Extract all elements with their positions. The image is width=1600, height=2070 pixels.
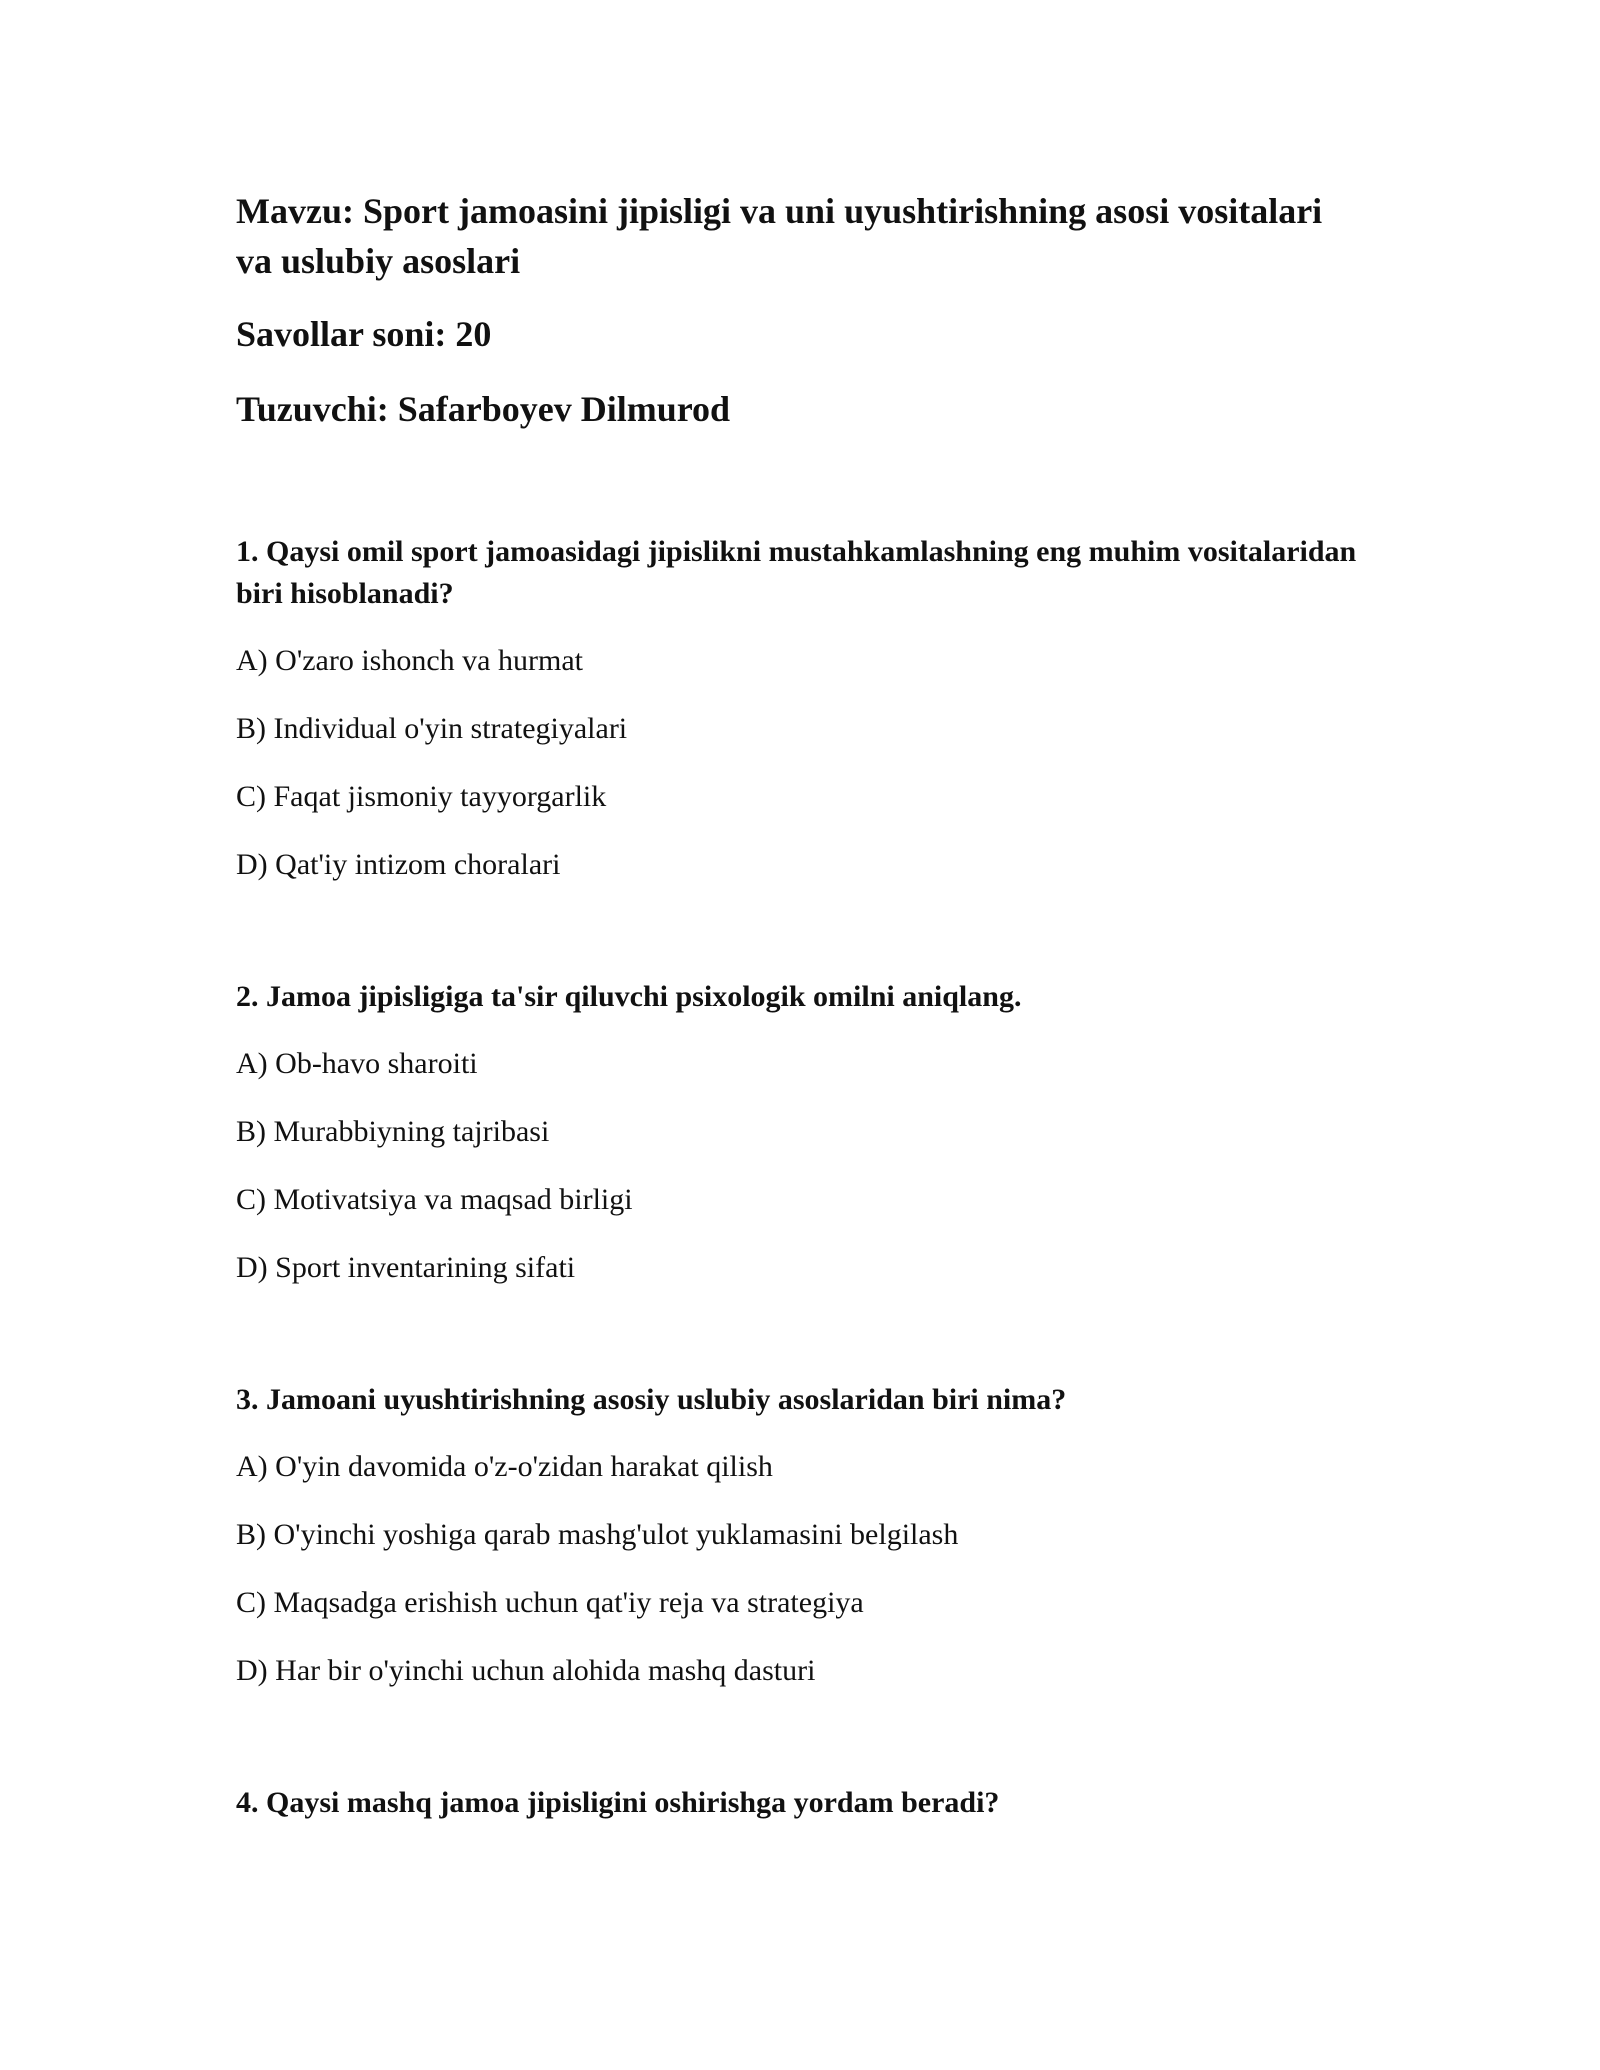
answer-options bbox=[236, 640, 1386, 886]
answer-option-a: A) O'yin davomida o'z-o'zidan harakat qilish bbox=[236, 1450, 773, 1483]
answer-option-a: A) Ob-havo sharoiti bbox=[236, 1047, 478, 1080]
answer-option-c: C) Motivatsiya va maqsad birligi bbox=[236, 1183, 633, 1216]
question-text: 3. Jamoani uyushtirishning asosiy uslubiy asoslaridan biri nima? bbox=[236, 1383, 1067, 1416]
answer-option-b: B) Individual o'yin strategiyalari bbox=[236, 712, 628, 745]
question-text: 2. Jamoa jipisligiga ta'sir qiluvchi psixologik omilni aniqlang. bbox=[236, 980, 1022, 1013]
answer-options bbox=[236, 1446, 1386, 1692]
question-1 bbox=[236, 531, 1386, 886]
answer-option-d: D) Sport inventarining sifati bbox=[236, 1251, 576, 1284]
question-count: Savollar soni: 20 bbox=[236, 314, 492, 354]
answer-option-d: D) Har bir o'yinchi uchun alohida mashq dasturi bbox=[236, 1654, 816, 1687]
question-3 bbox=[236, 1379, 1386, 1692]
answer-option-b: B) Murabbiyning tajribasi bbox=[236, 1115, 550, 1148]
answer-option-a: A) O'zaro ishonch va hurmat bbox=[236, 644, 583, 677]
question-4 bbox=[236, 1782, 1386, 1824]
author-line: Tuzuvchi: Safarboyev Dilmurod bbox=[236, 389, 731, 429]
answer-option-c: C) Faqat jismoniy tayyorgarlik bbox=[236, 780, 607, 813]
question-text: 4. Qaysi mashq jamoa jipisligini oshirishga yordam beradi? bbox=[236, 1786, 1000, 1819]
answer-options bbox=[236, 1043, 1386, 1289]
question-2 bbox=[236, 976, 1386, 1289]
document-topic: Mavzu: Sport jamoasini jipisligi va uni uyushtirishning asosi vositalari va uslubiy asoslari bbox=[236, 191, 1323, 281]
answer-option-d: D) Qat'iy intizom choralari bbox=[236, 848, 561, 881]
answer-option-c: C) Maqsadga erishish uchun qat'iy reja va strategiya bbox=[236, 1586, 864, 1619]
question-text: 1. Qaysi omil sport jamoasidagi jipislikni mustahkamlashning eng muhim vositalaridan biri hisoblanadi? bbox=[236, 535, 1357, 610]
document-page bbox=[236, 186, 1386, 1824]
answer-option-b: B) O'yinchi yoshiga qarab mashg'ulot yuklamasini belgilash bbox=[236, 1518, 959, 1551]
